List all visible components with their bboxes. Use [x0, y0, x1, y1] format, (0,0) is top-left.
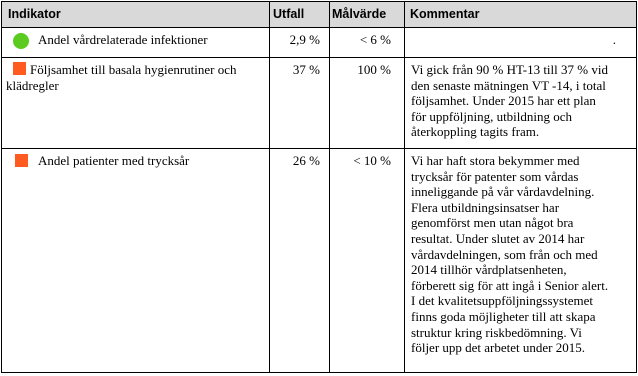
- indicator-cell: [2, 28, 270, 58]
- table-row: [2, 149, 637, 373]
- target-cell: [330, 149, 405, 373]
- table-header-row: [2, 2, 637, 28]
- header-malvarde: Målvärde: [330, 2, 405, 28]
- indicator-label: Andel patienter med trycksår: [38, 153, 190, 168]
- indicator-label: Andel vårdrelaterade infektioner: [38, 32, 208, 47]
- comment-cell: Vi har haft stora bekymmer med trycksår för patenter som vårdas inneliggande på vår vårdavdelning. Flera utbildningsinsatser har genomförst men utan något bra resultat. Under slutet av 2014 har vårdavdelningen, som från och med 2014 tillhör vårdplatsenheten, förberett sig för att ingå i Senior alert. I det kvalitetsuppföljningssystemet finns goda möjligheter till att skapa struktur kring riskbedömning. Vi följer upp det arbetet under 2015.: [405, 149, 637, 373]
- comment-cell: Vi gick från 90 % HT-13 till 37 % vid den senaste mätningen VT -14, i total följsamhet. Under 2015 har ett plan för uppföljning, utbildning och återkoppling tagits fram.: [405, 58, 637, 149]
- orange-square-icon: [15, 154, 28, 167]
- indicator-table: [1, 1, 637, 373]
- green-circle-icon: [13, 33, 29, 49]
- target-value: < 10 %: [353, 153, 391, 168]
- outcome-value: 37 %: [292, 62, 320, 77]
- outcome-cell: [270, 28, 330, 58]
- outcome-value: 2,9 %: [289, 32, 320, 47]
- outcome-value: 26 %: [292, 153, 320, 168]
- orange-square-icon: [13, 62, 26, 75]
- target-cell: [330, 28, 405, 58]
- target-value: < 6 %: [359, 32, 391, 47]
- header-kommentar: Kommentar: [405, 2, 637, 28]
- outcome-cell: [270, 149, 330, 373]
- indicator-cell: [2, 58, 270, 149]
- target-cell: [330, 58, 405, 149]
- table-row: [2, 28, 637, 58]
- indicator-cell: [2, 149, 270, 373]
- outcome-cell: [270, 58, 330, 149]
- indicator-label: Följsamhet till basala hygienrutiner och klädregler: [6, 62, 237, 93]
- header-utfall: Utfall: [270, 2, 330, 28]
- header-indikator: Indikator: [2, 2, 270, 28]
- target-value: 100 %: [357, 62, 391, 77]
- table-row: [2, 58, 637, 149]
- comment-cell: .: [405, 28, 637, 58]
